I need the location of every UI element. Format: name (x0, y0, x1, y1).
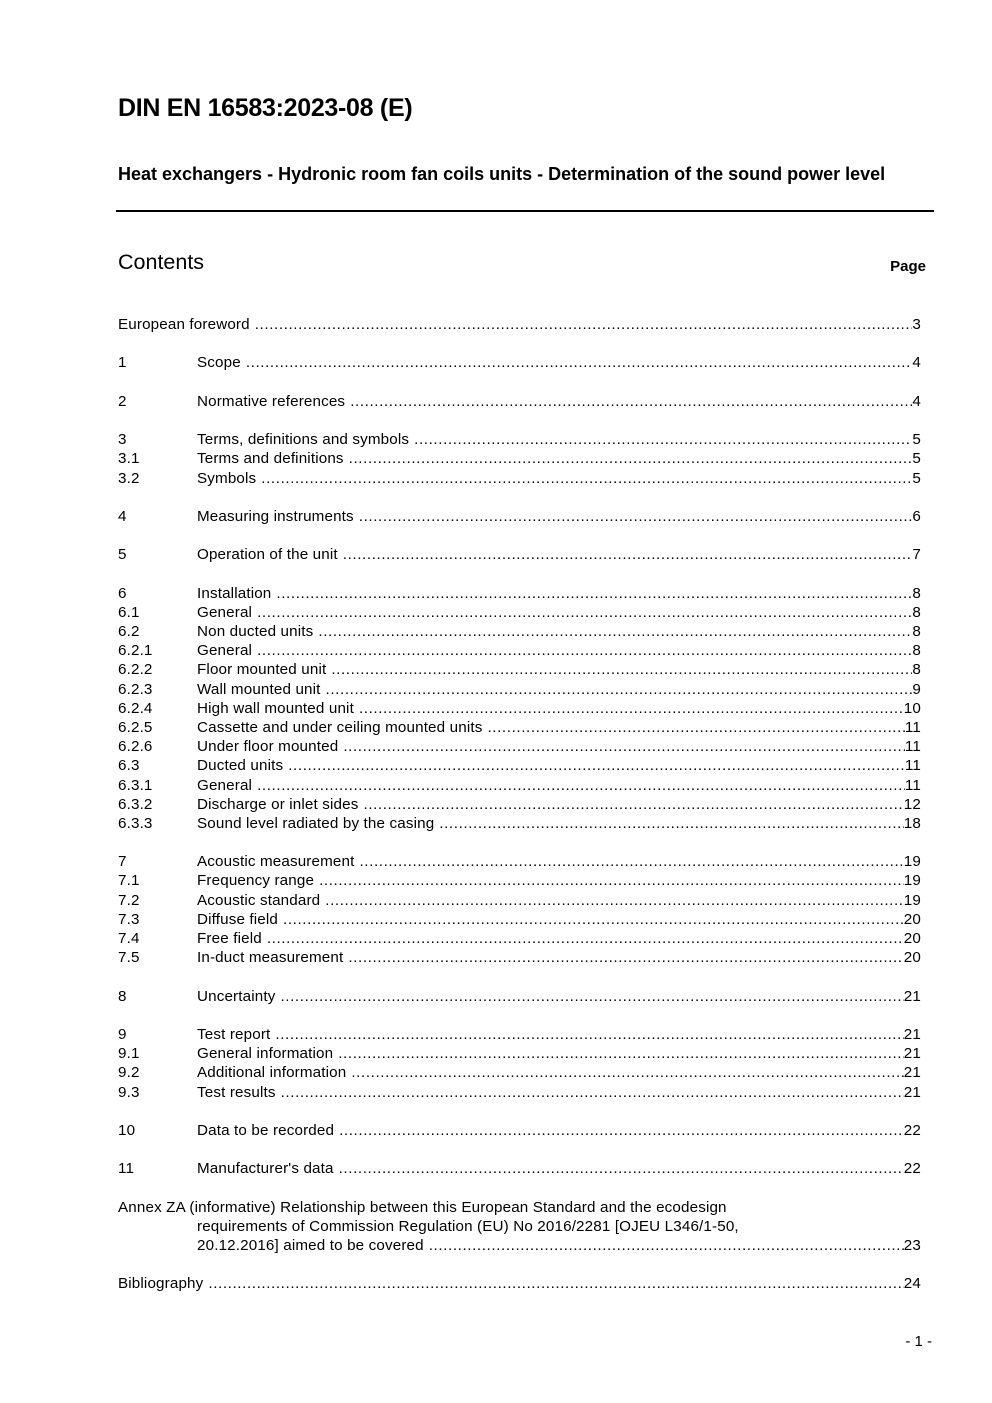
toc-entry-page: 5 (912, 469, 921, 487)
toc-entry[interactable] (118, 603, 921, 622)
toc-entry-page: 8 (912, 642, 921, 660)
leader-dots (338, 1044, 904, 1063)
toc-entry-page: 19 (903, 872, 921, 890)
toc-entry-number: 2 (118, 392, 127, 410)
toc-entry-title: Ducted units (197, 757, 284, 775)
toc-entry-page: 12 (903, 795, 921, 813)
toc-entry[interactable] (118, 776, 921, 795)
toc-entry-title: Non ducted units (197, 623, 314, 640)
toc-entry-title: European foreword (118, 316, 250, 333)
toc-entry[interactable] (118, 852, 921, 871)
toc-entry[interactable] (118, 814, 921, 833)
toc-entry-title: General (197, 603, 253, 621)
toc-entry[interactable] (118, 871, 921, 890)
toc-entry-number: 4 (118, 507, 127, 525)
toc-entry[interactable] (118, 756, 921, 775)
leader-dots (257, 603, 912, 622)
toc-entry[interactable] (118, 584, 921, 603)
toc-entry-number: 6.2.5 (118, 718, 153, 736)
toc-entry-number: 6.3.1 (118, 776, 153, 794)
toc-entry-title: Terms and definitions (197, 450, 344, 468)
toc-entry-title: Terms, definitions and symbols (197, 431, 410, 449)
toc-entry-number: 9 (118, 1025, 127, 1043)
toc-entry-title: Diffuse field (197, 910, 279, 928)
leader-dots (267, 929, 904, 948)
toc-entry-number: 11 (118, 1160, 135, 1178)
toc-entry-number: 5 (118, 546, 127, 564)
toc-entry-page: 3 (912, 316, 921, 333)
toc-entry-page: 11 (904, 776, 921, 794)
toc-entry-page: 8 (912, 661, 921, 679)
leader-dots (246, 353, 913, 372)
toc-entry-page: 19 (903, 853, 921, 871)
toc-entry-number: 6.2.2 (118, 661, 153, 679)
toc-entry[interactable] (118, 699, 921, 718)
toc-entry-page: 8 (912, 603, 921, 621)
leader-dots (350, 392, 912, 411)
leader-dots (359, 852, 903, 871)
toc-entry[interactable] (118, 641, 921, 660)
leader-dots (487, 718, 904, 737)
toc-entry[interactable] (118, 507, 921, 526)
leader-dots (343, 545, 913, 564)
toc-entry-title: Free field (197, 930, 262, 947)
toc-entry-number: 6.2 (118, 623, 140, 640)
document-id: DIN EN 16583:2023-08 (E) (118, 94, 413, 122)
annex-title-line-2: requirements of Commission Regulation (EU) No 2016/2281 [OJEU L346/1-50, (197, 1217, 739, 1235)
toc-entry-number: 6.2.1 (118, 642, 153, 660)
toc-entry[interactable] (118, 948, 921, 967)
toc-entry-foreword[interactable] (118, 315, 921, 334)
toc-entry-title: General (197, 642, 253, 660)
toc-entry[interactable] (118, 469, 921, 488)
toc-entry-title: In-duct measurement (197, 949, 344, 967)
toc-entry-page: 21 (903, 1045, 921, 1063)
leader-dots (276, 584, 912, 603)
toc-entry-number: 9.3 (118, 1083, 140, 1101)
toc-entry-title: Test results (197, 1083, 276, 1101)
toc-entry-page: 4 (912, 354, 921, 372)
toc-entry-page: 11 (904, 738, 921, 756)
toc-entry[interactable] (118, 680, 921, 699)
toc-entry-title: Data to be recorded (197, 1121, 335, 1139)
toc-entry-page: 10 (903, 699, 921, 717)
leader-dots (359, 699, 904, 718)
leader-dots (261, 469, 912, 488)
toc-entry-number: 7.2 (118, 891, 140, 909)
toc-entry[interactable] (118, 449, 921, 468)
leader-dots (363, 795, 903, 814)
title-rule (116, 210, 934, 212)
toc-entry-number: 1 (118, 354, 127, 372)
table-of-contents (118, 315, 921, 1294)
leader-dots (429, 1236, 904, 1255)
toc-entry-page: 20 (903, 930, 921, 947)
toc-entry-page: 22 (903, 1121, 921, 1139)
toc-entry-number: 6.1 (118, 603, 140, 621)
toc-entry[interactable] (118, 737, 921, 756)
leader-dots (351, 1063, 903, 1082)
toc-entry-title: Floor mounted unit (197, 661, 327, 679)
toc-entry-page: 20 (903, 949, 921, 967)
toc-entry-page: 24 (903, 1275, 921, 1293)
toc-entry-number: 7.5 (118, 949, 140, 967)
toc-entry-page: 20 (903, 910, 921, 928)
leader-dots (257, 641, 912, 660)
toc-entry[interactable] (118, 353, 921, 372)
toc-entry-annex-za[interactable] (118, 1198, 921, 1256)
toc-entry-title: Sound level radiated by the casing (197, 814, 435, 832)
toc-entry-title: Frequency range (197, 872, 315, 890)
toc-entry[interactable] (118, 1083, 921, 1102)
toc-entry-number: 6.3 (118, 757, 140, 775)
toc-entry[interactable] (118, 622, 921, 641)
toc-entry[interactable] (118, 1159, 921, 1178)
leader-dots (331, 660, 912, 679)
leader-dots (280, 987, 903, 1006)
toc-entry-page: 9 (912, 680, 921, 698)
toc-entry-title: Acoustic measurement (197, 853, 355, 871)
toc-entry-page: 23 (903, 1237, 921, 1254)
toc-entry-number: 7.3 (118, 910, 140, 928)
leader-dots (325, 891, 904, 910)
toc-entry-title: Symbols (197, 469, 257, 487)
leader-dots (326, 680, 913, 699)
leader-dots (208, 1274, 903, 1293)
toc-entry-title: Additional information (197, 1064, 347, 1082)
leader-dots (348, 948, 903, 967)
toc-entry-title: Operation of the unit (197, 546, 338, 564)
leader-dots (339, 1121, 904, 1140)
annex-title-line-1: Annex ZA (informative) Relationship between this European Standard and the ecodesign (118, 1198, 727, 1216)
toc-entry-page: 8 (912, 584, 921, 602)
toc-entry-title: 20.12.2016] aimed to be covered (197, 1237, 424, 1254)
page-column-label: Page (890, 258, 926, 275)
toc-entry-title: Scope (197, 354, 241, 372)
toc-entry-number: 6 (118, 584, 127, 602)
toc-entry-page: 5 (912, 450, 921, 468)
toc-entry-page: 4 (912, 392, 921, 410)
leader-dots (288, 756, 905, 775)
toc-entry[interactable] (118, 545, 921, 564)
toc-entry-title: Installation (197, 584, 272, 602)
toc-entry-title: Normative references (197, 392, 346, 410)
toc-entry-page: 22 (903, 1160, 921, 1178)
toc-entry-title: Uncertainty (197, 987, 276, 1005)
toc-entry-title: Under floor mounted (197, 738, 339, 756)
toc-entry-title: Measuring instruments (197, 507, 354, 525)
toc-entry-page: 11 (904, 757, 921, 775)
toc-entry-title: Cassette and under ceiling mounted units (197, 718, 483, 736)
toc-entry-number: 6.3.2 (118, 795, 153, 813)
toc-entry-title: Acoustic standard (197, 891, 321, 909)
toc-entry-number: 10 (118, 1121, 136, 1139)
toc-entry[interactable] (118, 1044, 921, 1063)
toc-entry-number: 6.2.3 (118, 680, 153, 698)
toc-entry[interactable] (118, 430, 921, 449)
toc-entry[interactable] (118, 987, 921, 1006)
toc-entry-page: 21 (903, 1064, 921, 1082)
toc-entry-page: 19 (903, 891, 921, 909)
toc-entry-page: 7 (912, 546, 921, 564)
toc-entry-number: 6.3.3 (118, 814, 153, 832)
toc-entry-title: Discharge or inlet sides (197, 795, 359, 813)
leader-dots (359, 507, 913, 526)
toc-entry-number: 3 (118, 431, 127, 449)
toc-entry-page: 6 (912, 507, 921, 525)
toc-entry-number: 3.2 (118, 469, 140, 487)
leader-dots (439, 814, 904, 833)
toc-entry-page: 5 (912, 431, 921, 449)
toc-entry[interactable] (118, 718, 921, 737)
leader-dots (319, 871, 904, 890)
toc-entry-page: 8 (912, 623, 921, 640)
leader-dots (275, 1025, 903, 1044)
toc-entry-page: 21 (903, 1025, 921, 1043)
leader-dots (349, 449, 913, 468)
toc-entry[interactable] (118, 392, 921, 411)
toc-entry-title: Wall mounted unit (197, 680, 321, 698)
toc-entry-title: Bibliography (118, 1275, 204, 1293)
toc-entry-number: 9.1 (118, 1045, 140, 1063)
annex-title-line-3 (118, 1236, 921, 1255)
toc-entry[interactable] (118, 1025, 921, 1044)
toc-entry-title: Manufacturer's data (197, 1160, 334, 1178)
toc-entry-title: High wall mounted unit (197, 699, 354, 717)
toc-entry-bibliography[interactable] (118, 1274, 921, 1293)
toc-entry[interactable] (118, 891, 921, 910)
leader-dots (343, 737, 905, 756)
toc-entry-page: 21 (903, 1083, 921, 1101)
toc-entry[interactable] (118, 1121, 921, 1140)
leader-dots (283, 910, 904, 929)
toc-entry-title: General (197, 776, 253, 794)
toc-entry-number: 3.1 (118, 450, 140, 468)
toc-entry-page: 11 (904, 718, 921, 736)
toc-entry-page: 18 (903, 814, 921, 832)
toc-entry-number: 7.1 (118, 872, 140, 890)
document-subtitle: Heat exchangers - Hydronic room fan coils units - Determination of the sound power level (118, 164, 886, 184)
toc-entry-title: General information (197, 1045, 334, 1063)
toc-entry-page: 21 (903, 987, 921, 1005)
contents-heading: Contents (118, 250, 205, 274)
leader-dots (339, 1159, 904, 1178)
toc-entry-number: 6.2.6 (118, 738, 153, 756)
toc-entry[interactable] (118, 910, 921, 929)
toc-entry[interactable] (118, 1063, 921, 1082)
leader-dots (318, 622, 912, 641)
toc-entry-number: 7 (118, 853, 127, 871)
leader-dots (257, 776, 905, 795)
toc-entry-title: Test report (197, 1025, 271, 1043)
leader-dots (281, 1083, 904, 1102)
toc-sections (118, 353, 921, 1178)
toc-entry-number: 9.2 (118, 1064, 140, 1082)
toc-entry[interactable] (118, 929, 921, 948)
page-number: - 1 - (905, 1333, 932, 1350)
toc-entry-number: 6.2.4 (118, 699, 153, 717)
toc-entry[interactable] (118, 795, 921, 814)
toc-entry[interactable] (118, 660, 921, 679)
leader-dots (255, 315, 913, 334)
toc-entry-number: 7.4 (118, 930, 140, 947)
toc-entry-number: 8 (118, 987, 127, 1005)
leader-dots (414, 430, 912, 449)
